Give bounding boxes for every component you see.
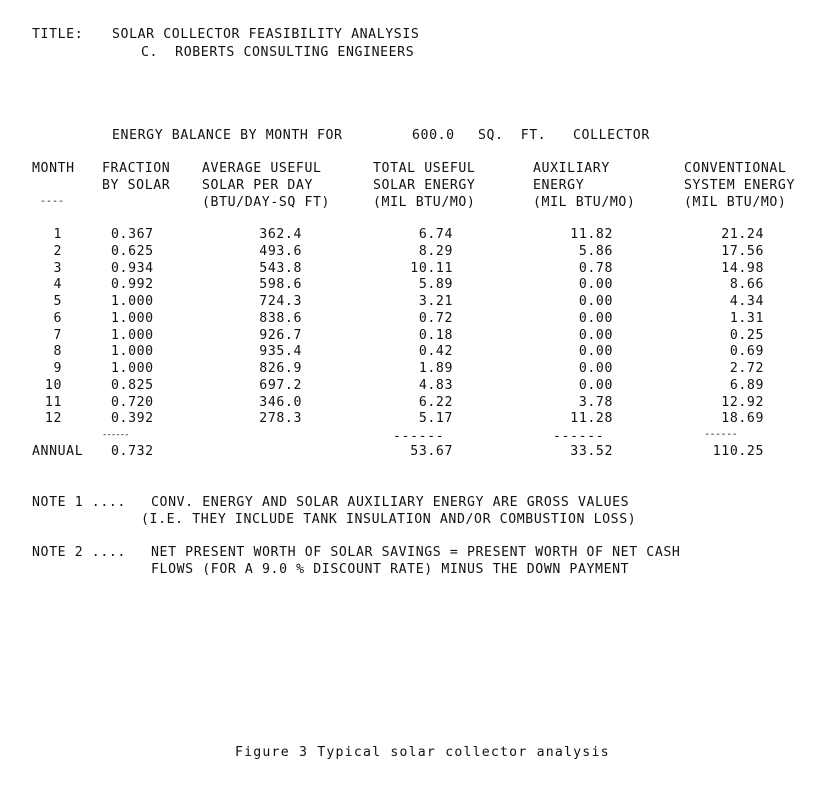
header-auxiliary-2: ENERGY: [533, 178, 585, 193]
fraction-cell: 1.000: [111, 294, 154, 309]
area-unit: SQ. FT.: [478, 128, 547, 143]
auxiliary-cell: 0.00: [578, 361, 613, 376]
annual-total: 53.67: [410, 444, 453, 459]
month-cell: 2: [53, 243, 62, 259]
month-cell: 8: [53, 344, 62, 360]
fraction-cell: 0.392: [111, 411, 154, 427]
header-auxiliary-1: AUXILIARY: [533, 161, 610, 176]
header-auxiliary-3: (MIL BTU/MO): [533, 195, 636, 210]
total-cell: 10.11: [410, 260, 453, 276]
total-cell: 0.18: [418, 327, 453, 343]
total-cell: 1.89: [418, 361, 453, 376]
month-cell: 12: [44, 411, 62, 427]
collector-area: 600.0: [412, 128, 455, 143]
header-average-2: SOLAR PER DAY: [202, 178, 314, 193]
average-cell: 346.0: [259, 394, 302, 410]
average-cell: 278.3: [259, 411, 302, 427]
auxiliary-cell: 0.00: [578, 310, 613, 326]
fraction-cell: 1.000: [111, 361, 154, 376]
separator-auxiliary: ------: [553, 429, 605, 444]
total-cell: 6.22: [418, 394, 453, 410]
average-cell: 935.4: [259, 344, 302, 360]
auxiliary-cell: 3.78: [578, 394, 613, 410]
fraction-cell: 1.000: [111, 344, 154, 360]
balance-prefix: ENERGY BALANCE BY MONTH FOR: [112, 128, 343, 143]
conventional-cell: 4.34: [729, 294, 764, 309]
average-cell: 493.6: [259, 243, 302, 259]
separator-fraction: ------: [102, 430, 129, 440]
month-cell: 1: [53, 227, 62, 242]
auxiliary-cell: 11.82: [570, 227, 613, 242]
fraction-cell: 0.992: [111, 277, 154, 293]
separator-conventional: ------: [704, 429, 738, 440]
average-cell: 724.3: [259, 294, 302, 309]
total-cell: 8.29: [418, 243, 453, 259]
auxiliary-cell: 0.00: [578, 327, 613, 343]
month-cell: 4: [53, 277, 62, 293]
month-cell: 5: [53, 294, 62, 309]
figure-caption: Figure 3 Typical solar collector analysis: [235, 745, 610, 760]
conventional-cell: 18.69: [721, 411, 764, 427]
average-cell: 826.9: [259, 361, 302, 376]
fraction-cell: 1.000: [111, 310, 154, 326]
month-cell: 7: [53, 327, 62, 343]
conventional-cell: 6.89: [729, 377, 764, 393]
conventional-cell: 2.72: [729, 361, 764, 376]
header-conventional-1: CONVENTIONAL: [684, 161, 787, 176]
header-total-3: (MIL BTU/MO): [373, 195, 476, 210]
auxiliary-cell: 0.00: [578, 344, 613, 360]
header-month: MONTH: [32, 161, 75, 176]
note2-label: NOTE 2 ....: [32, 545, 126, 560]
annual-fraction: 0.732: [111, 444, 154, 459]
annual-auxiliary: 33.52: [570, 444, 613, 459]
auxiliary-cell: 0.00: [578, 377, 613, 393]
fraction-cell: 0.625: [111, 243, 154, 259]
month-cell: 11: [44, 394, 62, 410]
header-average-1: AVERAGE USEFUL: [202, 161, 322, 176]
conventional-cell: 0.69: [729, 344, 764, 360]
report-subtitle: C. ROBERTS CONSULTING ENGINEERS: [141, 45, 415, 60]
conventional-cell: 12.92: [721, 394, 764, 410]
annual-label: ANNUAL: [32, 444, 84, 459]
auxiliary-cell: 0.00: [578, 294, 613, 309]
note2-line1: NET PRESENT WORTH OF SOLAR SAVINGS = PRESENT WORTH OF NET CASH: [151, 545, 681, 560]
average-cell: 598.6: [259, 277, 302, 293]
fraction-cell: 0.367: [111, 227, 154, 242]
auxiliary-cell: 5.86: [578, 243, 613, 259]
average-cell: 543.8: [259, 260, 302, 276]
fraction-cell: 0.825: [111, 377, 154, 393]
header-average-3: (BTU/DAY-SQ FT): [202, 195, 331, 210]
report-title: SOLAR COLLECTOR FEASIBILITY ANALYSIS: [112, 27, 420, 42]
total-cell: 5.17: [418, 411, 453, 427]
average-cell: 697.2: [259, 377, 302, 393]
average-cell: 838.6: [259, 310, 302, 326]
fraction-cell: 1.000: [111, 327, 154, 343]
header-total-2: SOLAR ENERGY: [373, 178, 476, 193]
conventional-cell: 0.25: [729, 327, 764, 343]
note2-line2: FLOWS (FOR A 9.0 % DISCOUNT RATE) MINUS THE DOWN PAYMENT: [151, 562, 630, 577]
header-fraction-1: FRACTION: [102, 161, 171, 176]
separator-total: ------: [393, 429, 445, 444]
month-cell: 10: [44, 377, 62, 393]
auxiliary-cell: 0.78: [578, 260, 613, 276]
conventional-cell: 1.31: [729, 310, 764, 326]
fraction-cell: 0.934: [111, 260, 154, 276]
title-label: TITLE:: [32, 27, 84, 42]
annual-conventional: 110.25: [712, 444, 764, 459]
total-cell: 0.42: [418, 344, 453, 360]
total-cell: 6.74: [418, 227, 453, 242]
header-month-underline: ----: [40, 196, 65, 207]
month-cell: 6: [53, 310, 62, 326]
total-cell: 5.89: [418, 277, 453, 293]
conventional-cell: 21.24: [721, 227, 764, 242]
auxiliary-cell: 11.28: [570, 411, 613, 427]
note1-line1: CONV. ENERGY AND SOLAR AUXILIARY ENERGY ARE GROSS VALUES: [151, 495, 630, 510]
total-cell: 4.83: [418, 377, 453, 393]
total-cell: 0.72: [418, 310, 453, 326]
auxiliary-cell: 0.00: [578, 277, 613, 293]
fraction-cell: 0.720: [111, 394, 154, 410]
conventional-cell: 17.56: [721, 243, 764, 259]
header-conventional-2: SYSTEM ENERGY: [684, 178, 796, 193]
conventional-cell: 8.66: [729, 277, 764, 293]
average-cell: 926.7: [259, 327, 302, 343]
header-conventional-3: (MIL BTU/MO): [684, 195, 787, 210]
header-fraction-2: BY SOLAR: [102, 178, 171, 193]
header-total-1: TOTAL USEFUL: [373, 161, 476, 176]
month-cell: 3: [53, 260, 62, 276]
note1-line2: (I.E. THEY INCLUDE TANK INSULATION AND/OR COMBUSTION LOSS): [141, 512, 637, 527]
average-cell: 362.4: [259, 227, 302, 242]
conventional-cell: 14.98: [721, 260, 764, 276]
balance-suffix: COLLECTOR: [573, 128, 650, 143]
month-cell: 9: [53, 361, 62, 376]
total-cell: 3.21: [418, 294, 453, 309]
note1-label: NOTE 1 ....: [32, 495, 126, 510]
